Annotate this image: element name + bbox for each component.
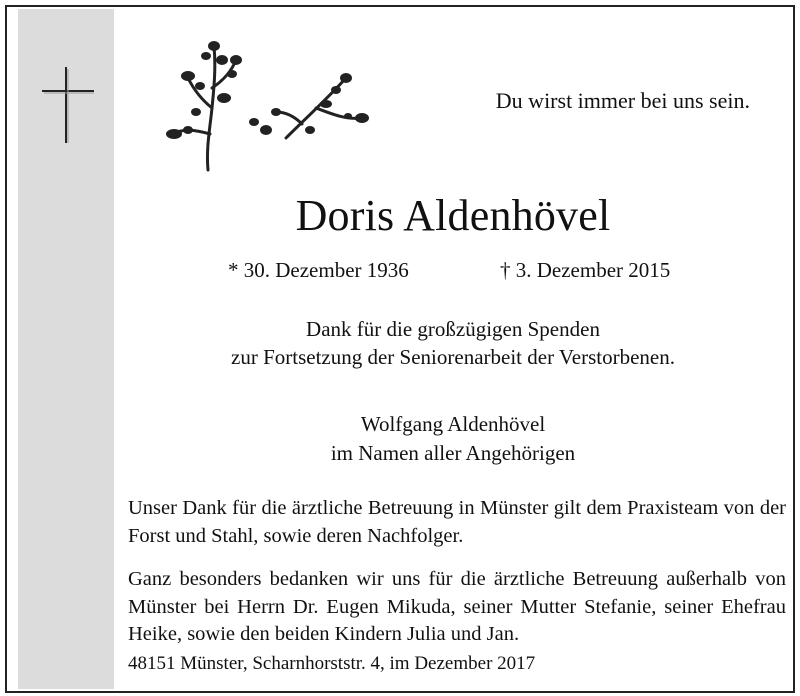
cross-icon: [40, 65, 96, 145]
place-date: 48151 Münster, Scharnhorststr. 4, im Dezember 2017: [128, 653, 536, 674]
birth-date: * 30. Dezember 1936: [228, 258, 409, 282]
signer-block: [120, 410, 786, 468]
thanks-block: [120, 315, 786, 371]
paragraph-special-thanks: Ganz besonders bedanken wir uns für die ärztliche Betreuung außerhalb von Münster bei Herrn Dr. Eugen Mikuda, seiner Mutter Stefanie, seiner Ehefrau Heike, sowie den beiden Kindern Julia und Jan.: [128, 568, 786, 645]
flower-branch-icon: [166, 38, 376, 174]
thanks-line-1: Dank für die großzügigen Spenden: [306, 317, 600, 341]
paragraph-medical-thanks: Unser Dank für die ärztliche Betreuung in Münster gilt dem Praxisteam von der Forst und Stahl, sowie deren Nachfolger.: [128, 497, 786, 547]
death-date: † 3. Dezember 2015: [500, 258, 671, 282]
signer-role: im Namen aller Angehörigen: [330, 441, 576, 465]
signer-name: Wolfgang Aldenhövel: [360, 412, 546, 436]
motto: Du wirst immer bei uns sein.: [495, 88, 750, 113]
deceased-name: Doris Aldenhövel: [295, 191, 611, 240]
thanks-line-2: zur Fortsetzung der Seniorenarbeit der Verstorbenen.: [231, 345, 675, 369]
